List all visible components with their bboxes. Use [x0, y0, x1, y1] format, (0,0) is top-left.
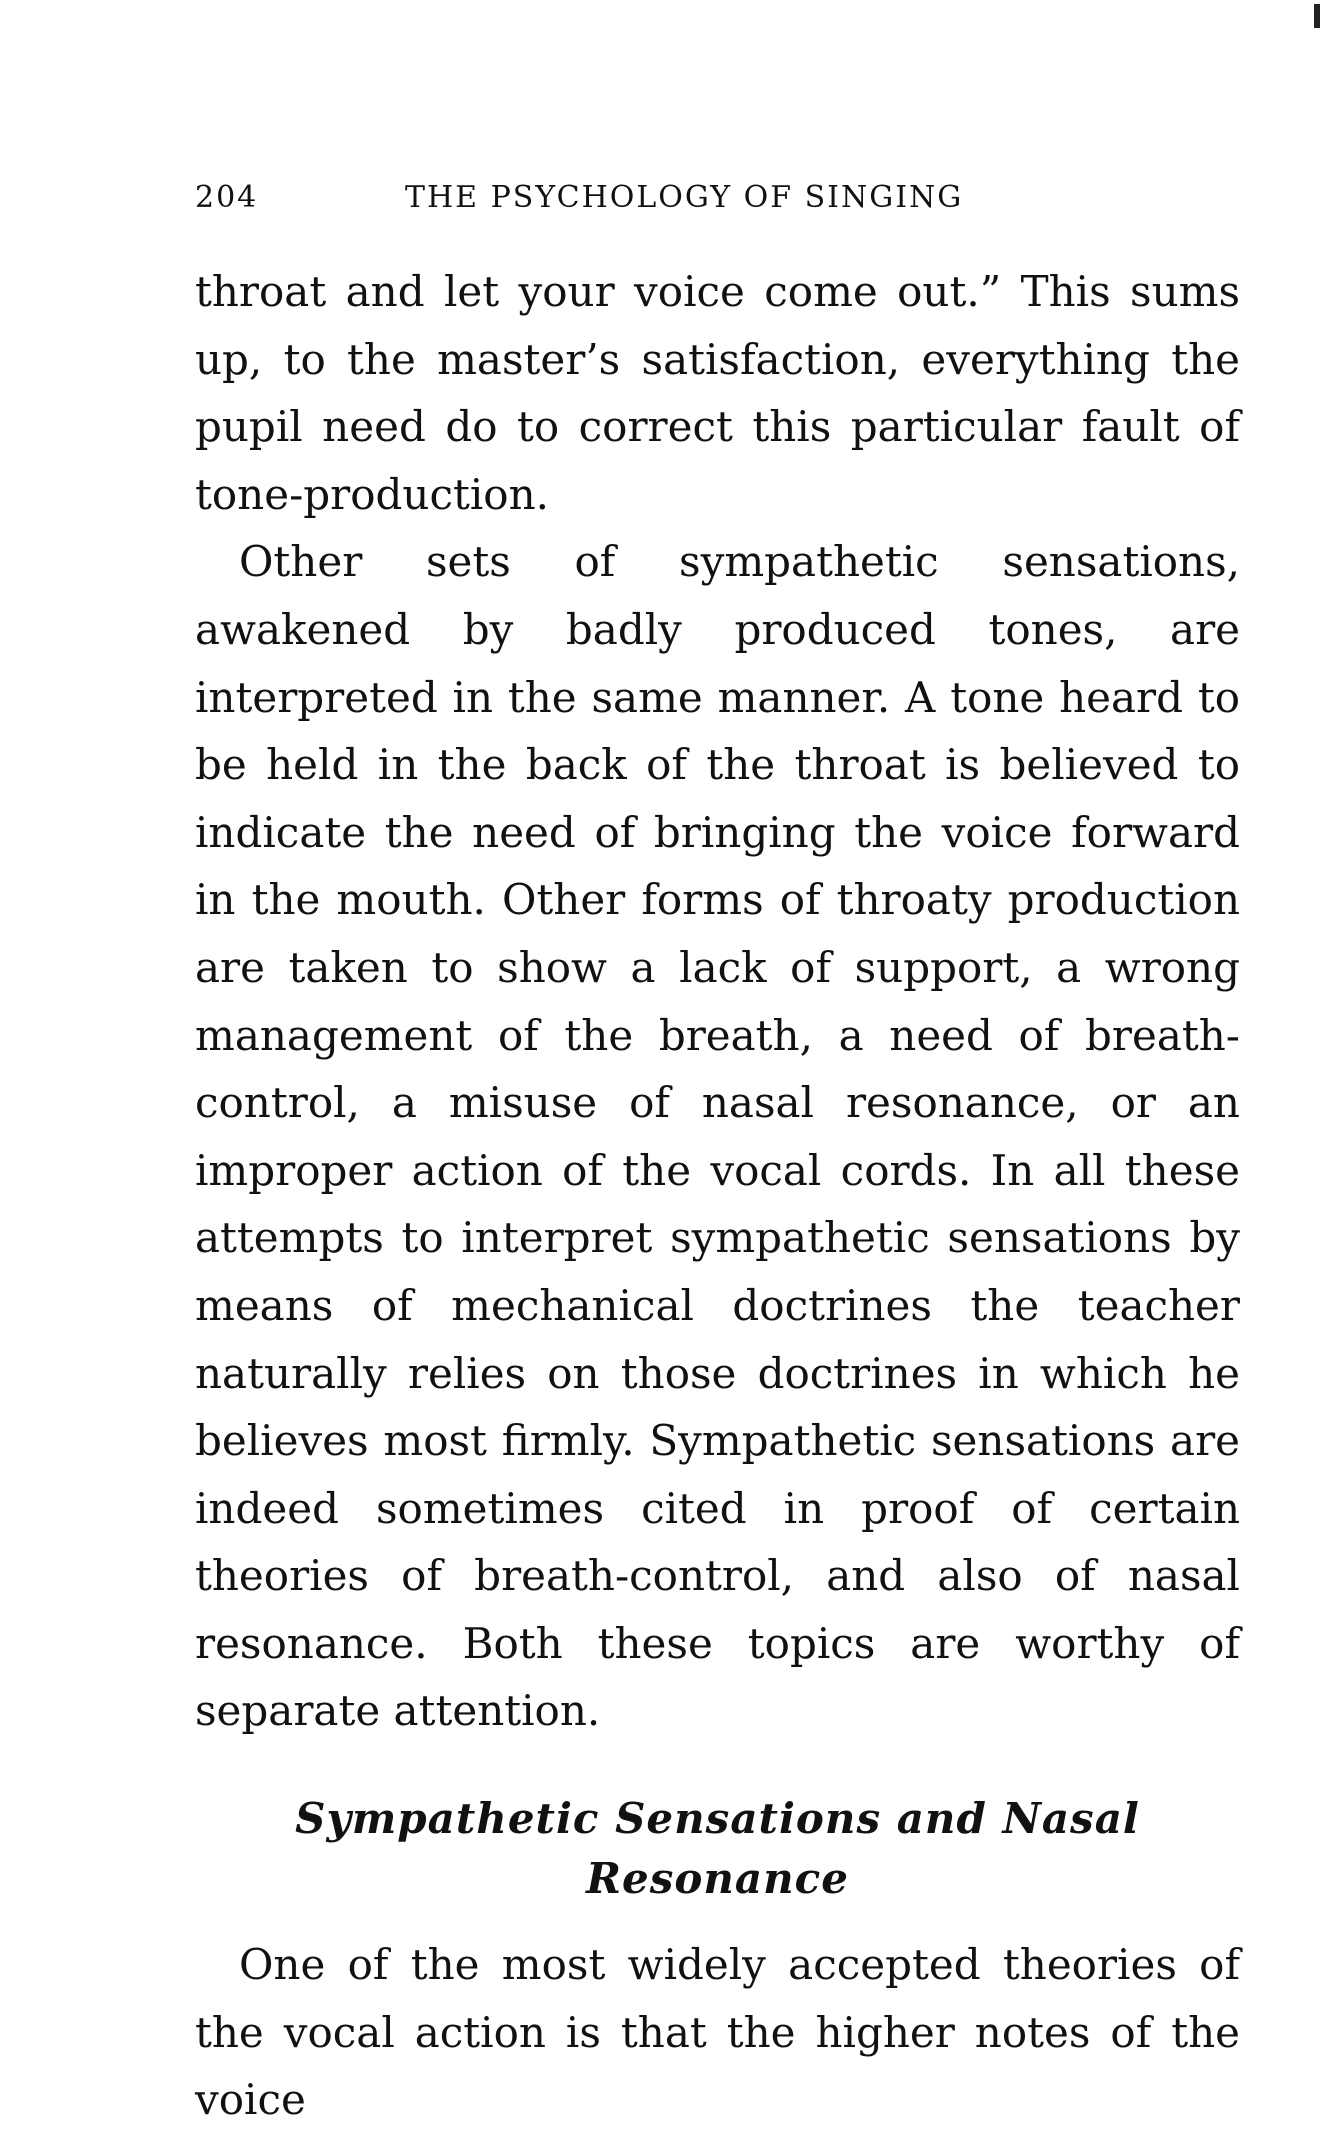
running-title: THE PSYCHOLOGY OF SINGING	[405, 180, 964, 215]
paragraph-nasal-resonance: One of the most widely accepted theories of the vocal action is that the higher notes of the voice	[195, 1940, 1240, 2125]
page-edge-mark	[1314, 4, 1320, 28]
paragraph-sympathetic-sensations: Other sets of sympathetic sensations, awakened by badly produced tones, are interpreted in the same manner. A tone heard to be held in the back of the throat is believed to indicate the need of bringing the voice forward in the mouth. Other forms of throaty production are taken to show a lack of support, a wrong management of the breath, a need of breath-control, a misuse of nasal resonance, or an improper action of the vocal cords. In all these attempts to interpret sympathetic sensations by means of mechanical doctrines the teacher naturally relies on those doctrines in which he believes most firmly. Sympathetic sensations are indeed sometimes cited in proof of certain theories of breath-control, and also of nasal resonance. Both these topics are worthy of separate attention.	[195, 537, 1240, 1736]
body-text	[195, 258, 1240, 2134]
running-head	[195, 180, 1035, 220]
page-number: 204	[195, 180, 259, 215]
section-heading: Sympathetic Sensations and Nasal Resonance	[295, 1794, 1140, 1904]
paragraph-continuation: throat and let your voice come out.” This sums up, to the master’s satisfaction, everything the pupil need do to correct this particular fault of tone-production.	[195, 267, 1240, 519]
